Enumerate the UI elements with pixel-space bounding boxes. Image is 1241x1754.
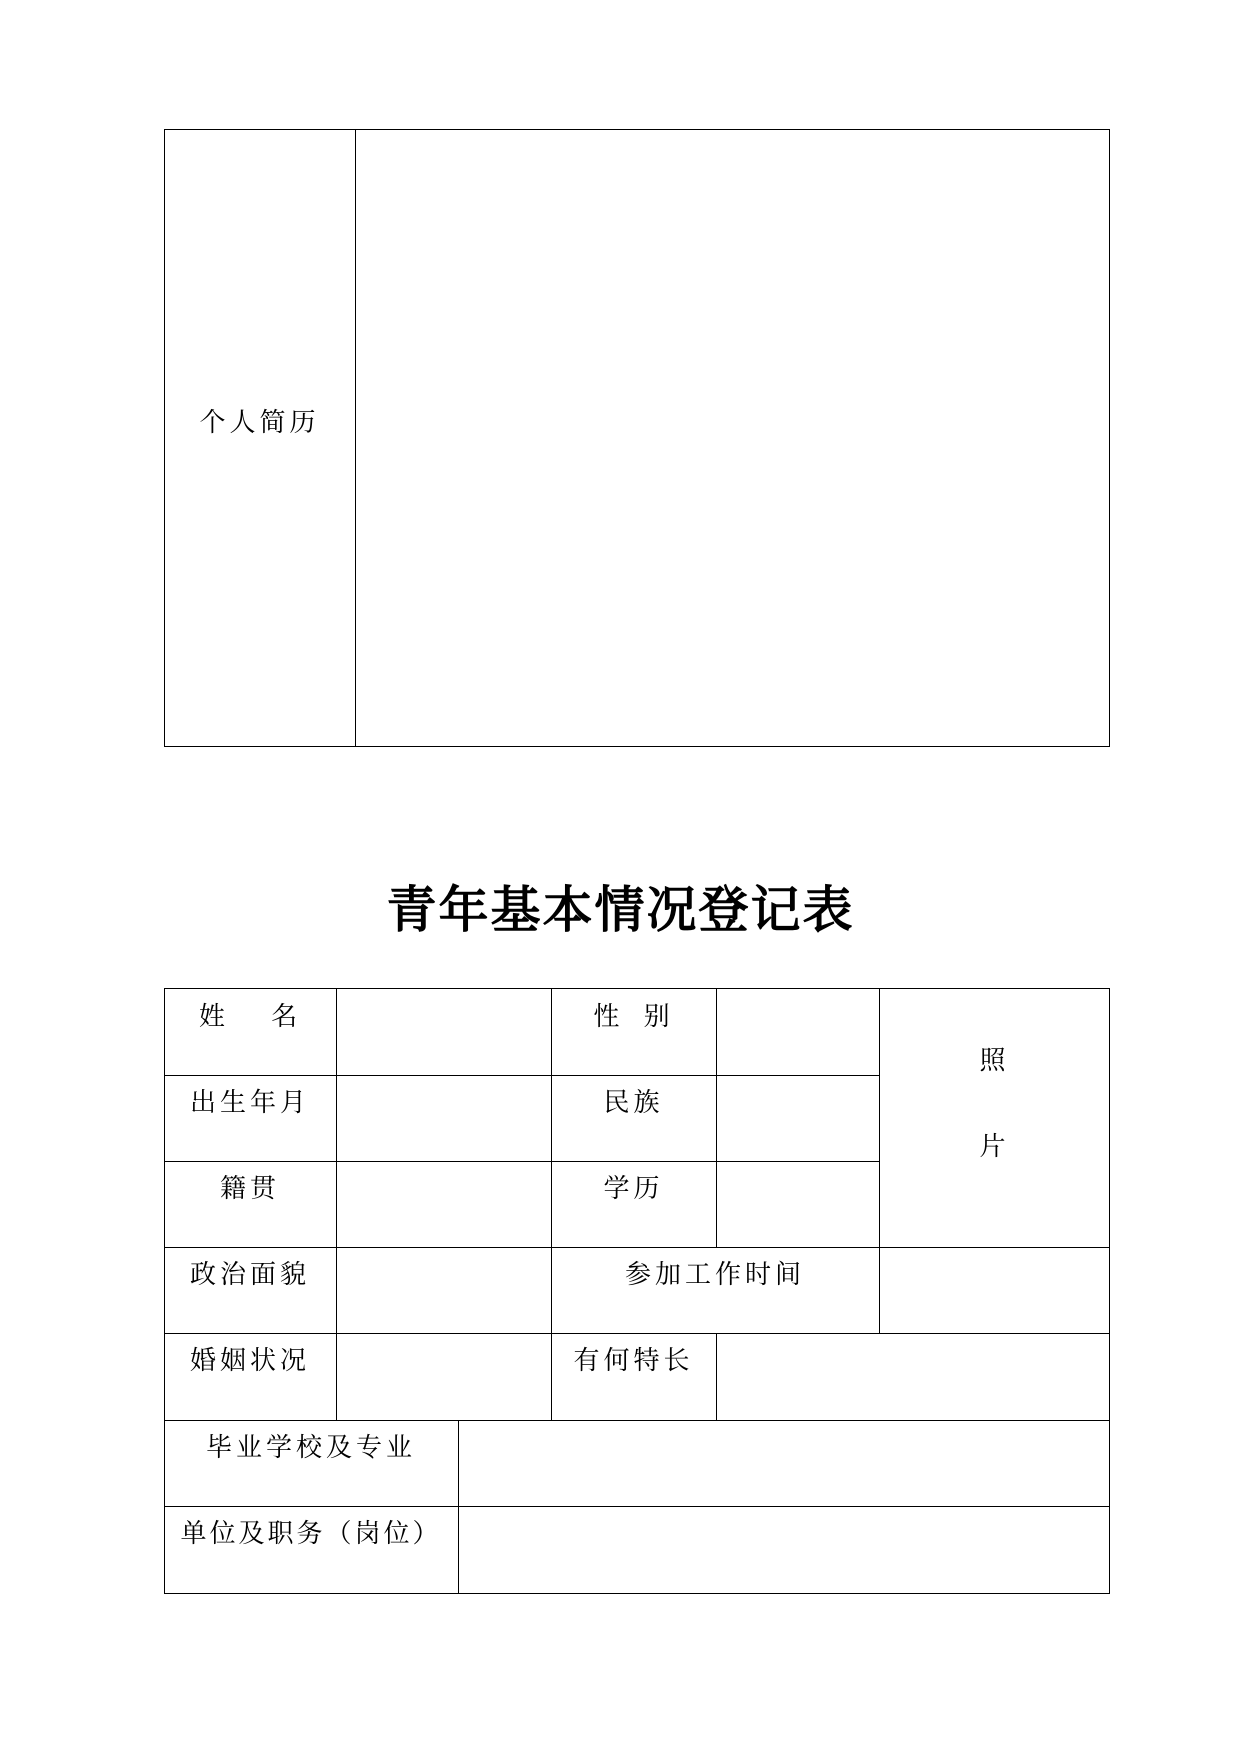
native-place-field[interactable]	[337, 1162, 551, 1247]
school-major-label: 毕业学校及专业	[205, 1433, 416, 1463]
unit-position-field[interactable]	[459, 1507, 1109, 1593]
specialty-label: 有何特长	[573, 1346, 694, 1376]
name-label: 姓 名	[198, 1002, 302, 1032]
form-title: 青年基本情况登记表	[386, 881, 855, 939]
photo-label-bottom: 片	[979, 1132, 1010, 1162]
name-field[interactable]	[337, 989, 551, 1075]
political-status-label: 政治面貌	[189, 1260, 310, 1290]
birth-label: 出生年月	[189, 1088, 310, 1118]
ethnicity-label: 民族	[603, 1088, 664, 1118]
marital-status-label: 婚姻状况	[189, 1346, 310, 1376]
work-start-field[interactable]	[880, 1248, 1109, 1333]
political-status-field[interactable]	[337, 1248, 551, 1333]
native-place-label: 籍贯	[219, 1174, 280, 1204]
birth-field[interactable]	[337, 1076, 551, 1161]
gender-field[interactable]	[717, 989, 879, 1075]
resume-label: 个人简历	[199, 408, 320, 438]
education-field[interactable]	[717, 1162, 879, 1247]
photo-label-top: 照	[979, 1046, 1010, 1076]
education-label: 学历	[603, 1174, 664, 1204]
photo-field[interactable]	[880, 989, 1109, 1247]
work-start-label: 参加工作时间	[624, 1260, 805, 1290]
resume-content-field[interactable]	[356, 130, 1109, 746]
marital-status-field[interactable]	[337, 1334, 551, 1420]
school-major-field[interactable]	[459, 1421, 1109, 1506]
gender-label: 性 别	[593, 1002, 674, 1032]
specialty-field[interactable]	[717, 1334, 1109, 1420]
unit-position-label: 单位及职务（岗位）	[180, 1519, 442, 1549]
ethnicity-field[interactable]	[717, 1076, 879, 1161]
